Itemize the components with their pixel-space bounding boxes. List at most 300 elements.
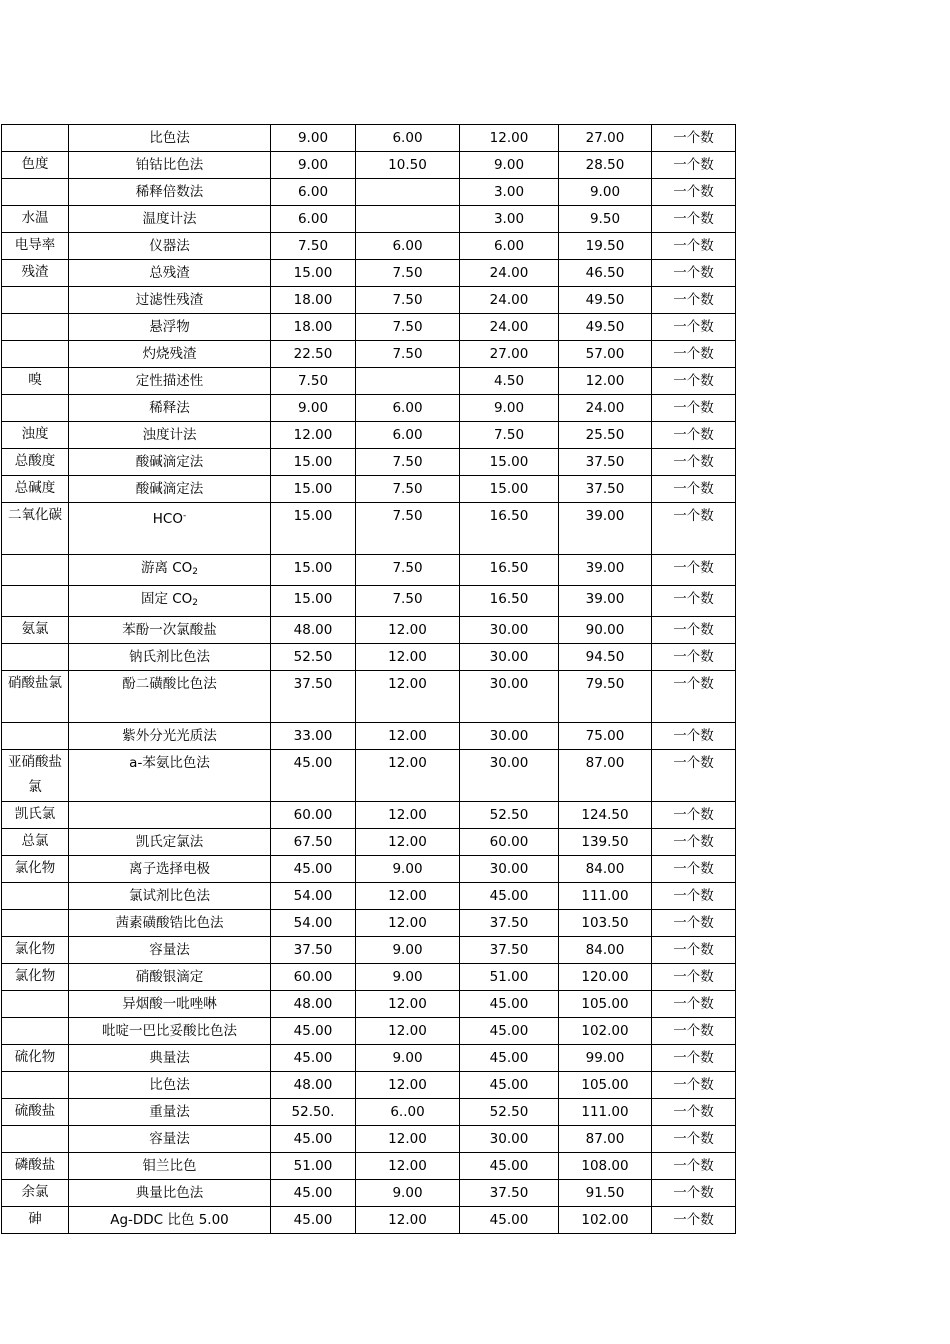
table-row xyxy=(2,341,736,368)
item-cell xyxy=(2,910,69,937)
method-cell: 比色法 xyxy=(69,1072,271,1099)
fee-cell-3: 60.00 xyxy=(460,829,559,856)
item-cell xyxy=(2,314,69,341)
item-cell: 残渣 xyxy=(2,260,69,287)
item-cell: 二氧化碳 xyxy=(2,503,69,555)
fee-cell-2: 7.50 xyxy=(356,503,460,555)
table-row xyxy=(2,617,736,644)
total-cell: 39.00 xyxy=(559,586,652,617)
table-row xyxy=(2,503,736,555)
table-row xyxy=(2,233,736,260)
method-cell: 钠氏剂比色法 xyxy=(69,644,271,671)
fee-cell-2: 7.50 xyxy=(356,341,460,368)
fee-cell-2: 9.00 xyxy=(356,964,460,991)
fee-cell-1: 45.00 xyxy=(271,1180,356,1207)
fee-cell-3: 45.00 xyxy=(460,1072,559,1099)
subscript: 2 xyxy=(192,598,199,608)
fee-cell-3: 9.00 xyxy=(460,395,559,422)
method-cell: 比色法 xyxy=(69,125,271,152)
method-cell: 重量法 xyxy=(69,1099,271,1126)
item-cell xyxy=(2,1072,69,1099)
table-row xyxy=(2,723,736,750)
table-row xyxy=(2,671,736,723)
fee-cell-3: 30.00 xyxy=(460,671,559,723)
fee-cell-1: 7.50 xyxy=(271,368,356,395)
fee-cell-2: 6.00 xyxy=(356,395,460,422)
fee-cell-3: 45.00 xyxy=(460,1045,559,1072)
fee-cell-1: 52.50. xyxy=(271,1099,356,1126)
item-cell xyxy=(2,179,69,206)
total-cell: 24.00 xyxy=(559,395,652,422)
fee-cell-1: 51.00 xyxy=(271,1153,356,1180)
total-cell: 94.50 xyxy=(559,644,652,671)
fee-cell-1: 45.00 xyxy=(271,750,356,802)
table-row xyxy=(2,314,736,341)
fee-cell-1: 45.00 xyxy=(271,1126,356,1153)
total-cell: 27.00 xyxy=(559,125,652,152)
method-text: 固定 CO xyxy=(140,591,193,607)
fee-cell-3: 16.50 xyxy=(460,555,559,586)
unit-cell: 一个数 xyxy=(652,125,736,152)
method-cell: 仪器法 xyxy=(69,233,271,260)
fee-cell-2 xyxy=(356,179,460,206)
fee-cell-3: 6.00 xyxy=(460,233,559,260)
fee-cell-1: 6.00 xyxy=(271,179,356,206)
fee-cell-3: 37.50 xyxy=(460,937,559,964)
method-cell: 典量法 xyxy=(69,1045,271,1072)
fee-cell-3: 15.00 xyxy=(460,476,559,503)
fee-cell-2: 7.50 xyxy=(356,287,460,314)
fee-cell-3: 37.50 xyxy=(460,910,559,937)
fee-cell-1: 15.00 xyxy=(271,503,356,555)
fee-cell-1: 15.00 xyxy=(271,260,356,287)
item-cell: 氯化物 xyxy=(2,937,69,964)
unit-cell: 一个数 xyxy=(652,1153,736,1180)
fee-cell-3: 45.00 xyxy=(460,1153,559,1180)
fee-cell-1: 18.00 xyxy=(271,287,356,314)
table-row xyxy=(2,422,736,449)
method-cell: 凯氏定氯法 xyxy=(69,829,271,856)
method-cell: 总残渣 xyxy=(69,260,271,287)
total-cell: 87.00 xyxy=(559,750,652,802)
fee-cell-2: 12.00 xyxy=(356,1018,460,1045)
total-cell: 25.50 xyxy=(559,422,652,449)
total-cell: 79.50 xyxy=(559,671,652,723)
total-cell: 139.50 xyxy=(559,829,652,856)
unit-cell: 一个数 xyxy=(652,341,736,368)
method-cell: 离子选择电极 xyxy=(69,856,271,883)
fee-cell-2: 7.50 xyxy=(356,555,460,586)
unit-cell: 一个数 xyxy=(652,314,736,341)
fee-cell-1: 15.00 xyxy=(271,476,356,503)
total-cell: 49.50 xyxy=(559,314,652,341)
item-cell xyxy=(2,125,69,152)
total-cell: 91.50 xyxy=(559,1180,652,1207)
item-cell xyxy=(2,1018,69,1045)
table-row xyxy=(2,125,736,152)
total-cell: 28.50 xyxy=(559,152,652,179)
fee-cell-2 xyxy=(356,368,460,395)
fee-cell-1: 9.00 xyxy=(271,125,356,152)
method-cell: 钼兰比色 xyxy=(69,1153,271,1180)
method-cell: 定性描述性 xyxy=(69,368,271,395)
fee-cell-1: 6.00 xyxy=(271,206,356,233)
fee-cell-1: 48.00 xyxy=(271,1072,356,1099)
total-cell: 9.00 xyxy=(559,179,652,206)
fee-cell-3: 24.00 xyxy=(460,287,559,314)
fee-cell-3: 30.00 xyxy=(460,644,559,671)
fee-cell-2: 12.00 xyxy=(356,1072,460,1099)
item-cell xyxy=(2,586,69,617)
method-cell: 酸碱滴定法 xyxy=(69,449,271,476)
total-cell: 99.00 xyxy=(559,1045,652,1072)
unit-cell: 一个数 xyxy=(652,829,736,856)
unit-cell: 一个数 xyxy=(652,368,736,395)
unit-cell: 一个数 xyxy=(652,1018,736,1045)
item-cell: 凯氏氯 xyxy=(2,802,69,829)
method-cell: 苯酚一次氯酸盐 xyxy=(69,617,271,644)
item-cell xyxy=(2,341,69,368)
table-row xyxy=(2,1018,736,1045)
item-cell: 电导率 xyxy=(2,233,69,260)
table-row xyxy=(2,856,736,883)
unit-cell: 一个数 xyxy=(652,287,736,314)
table-row xyxy=(2,829,736,856)
fee-cell-1: 54.00 xyxy=(271,910,356,937)
item-cell xyxy=(2,644,69,671)
method-cell: 铂钴比色法 xyxy=(69,152,271,179)
total-cell: 37.50 xyxy=(559,476,652,503)
method-cell: 浊度计法 xyxy=(69,422,271,449)
table-row xyxy=(2,1153,736,1180)
fee-cell-1: 45.00 xyxy=(271,1207,356,1234)
unit-cell: 一个数 xyxy=(652,883,736,910)
unit-cell: 一个数 xyxy=(652,179,736,206)
unit-cell: 一个数 xyxy=(652,802,736,829)
total-cell: 90.00 xyxy=(559,617,652,644)
item-cell: 水温 xyxy=(2,206,69,233)
item-cell: 氯化物 xyxy=(2,964,69,991)
fee-cell-1: 52.50 xyxy=(271,644,356,671)
fee-cell-1: 45.00 xyxy=(271,1045,356,1072)
fee-cell-1: 60.00 xyxy=(271,964,356,991)
item-cell: 硝酸盐氯 xyxy=(2,671,69,723)
fee-cell-3: 15.00 xyxy=(460,449,559,476)
fee-cell-3: 37.50 xyxy=(460,1180,559,1207)
fee-cell-3: 16.50 xyxy=(460,503,559,555)
method-cell xyxy=(69,503,271,555)
table-row xyxy=(2,1207,736,1234)
fee-cell-1: 37.50 xyxy=(271,671,356,723)
fee-cell-2: 12.00 xyxy=(356,829,460,856)
unit-cell: 一个数 xyxy=(652,152,736,179)
fee-cell-2: 12.00 xyxy=(356,802,460,829)
item-cell xyxy=(2,395,69,422)
unit-cell: 一个数 xyxy=(652,1072,736,1099)
fee-cell-2: 12.00 xyxy=(356,723,460,750)
unit-cell: 一个数 xyxy=(652,555,736,586)
unit-cell: 一个数 xyxy=(652,476,736,503)
fee-cell-1: 60.00 xyxy=(271,802,356,829)
fee-cell-2: 9.00 xyxy=(356,937,460,964)
table-row xyxy=(2,368,736,395)
fee-cell-2: 7.50 xyxy=(356,260,460,287)
total-cell: 105.00 xyxy=(559,991,652,1018)
fee-cell-2: 12.00 xyxy=(356,991,460,1018)
fee-cell-3: 30.00 xyxy=(460,1126,559,1153)
item-cell xyxy=(2,1126,69,1153)
item-cell: 硫化物 xyxy=(2,1045,69,1072)
method-cell: 酚二磺酸比色法 xyxy=(69,671,271,723)
total-cell: 46.50 xyxy=(559,260,652,287)
fee-cell-2: 12.00 xyxy=(356,910,460,937)
unit-cell: 一个数 xyxy=(652,937,736,964)
fee-cell-3: 12.00 xyxy=(460,125,559,152)
unit-cell: 一个数 xyxy=(652,671,736,723)
fee-table xyxy=(1,124,736,1234)
unit-cell: 一个数 xyxy=(652,644,736,671)
fee-cell-2: 12.00 xyxy=(356,617,460,644)
fee-cell-2: 9.00 xyxy=(356,1180,460,1207)
method-cell: 容量法 xyxy=(69,937,271,964)
item-cell: 色度 xyxy=(2,152,69,179)
unit-cell: 一个数 xyxy=(652,723,736,750)
method-text: 游离 CO xyxy=(140,560,193,576)
total-cell: 102.00 xyxy=(559,1018,652,1045)
fee-cell-1: 67.50 xyxy=(271,829,356,856)
fee-cell-3: 52.50 xyxy=(460,802,559,829)
unit-cell: 一个数 xyxy=(652,586,736,617)
table-row xyxy=(2,260,736,287)
unit-cell: 一个数 xyxy=(652,1045,736,1072)
item-cell: 总酸度 xyxy=(2,449,69,476)
fee-cell-1: 48.00 xyxy=(271,617,356,644)
unit-cell: 一个数 xyxy=(652,395,736,422)
method-cell: 硝酸银滴定 xyxy=(69,964,271,991)
unit-cell: 一个数 xyxy=(652,910,736,937)
fee-cell-3: 9.00 xyxy=(460,152,559,179)
method-cell: a-苯氨比色法 xyxy=(69,750,271,802)
total-cell: 19.50 xyxy=(559,233,652,260)
fee-cell-1: 48.00 xyxy=(271,991,356,1018)
total-cell: 12.00 xyxy=(559,368,652,395)
total-cell: 111.00 xyxy=(559,883,652,910)
item-cell xyxy=(2,723,69,750)
fee-cell-3: 45.00 xyxy=(460,1018,559,1045)
total-cell: 57.00 xyxy=(559,341,652,368)
fee-cell-1: 22.50 xyxy=(271,341,356,368)
unit-cell: 一个数 xyxy=(652,260,736,287)
method-cell: 过滤性残渣 xyxy=(69,287,271,314)
method-cell: 灼烧残渣 xyxy=(69,341,271,368)
unit-cell: 一个数 xyxy=(652,1207,736,1234)
table-row xyxy=(2,1126,736,1153)
method-cell: 吡啶一巴比妥酸比色法 xyxy=(69,1018,271,1045)
unit-cell: 一个数 xyxy=(652,1126,736,1153)
fee-cell-1: 7.50 xyxy=(271,233,356,260)
total-cell: 39.00 xyxy=(559,503,652,555)
subscript: 2 xyxy=(192,567,199,577)
unit-cell: 一个数 xyxy=(652,991,736,1018)
method-cell xyxy=(69,555,271,586)
total-cell: 87.00 xyxy=(559,1126,652,1153)
fee-cell-3: 24.00 xyxy=(460,314,559,341)
fee-cell-2: 7.50 xyxy=(356,449,460,476)
table-row xyxy=(2,964,736,991)
fee-cell-2: 7.50 xyxy=(356,476,460,503)
table-row xyxy=(2,287,736,314)
fee-cell-3: 27.00 xyxy=(460,341,559,368)
fee-cell-2: 6.00 xyxy=(356,125,460,152)
total-cell: 111.00 xyxy=(559,1099,652,1126)
total-cell: 103.50 xyxy=(559,910,652,937)
fee-cell-2: 12.00 xyxy=(356,1126,460,1153)
total-cell: 49.50 xyxy=(559,287,652,314)
method-cell xyxy=(69,586,271,617)
fee-cell-3: 30.00 xyxy=(460,856,559,883)
table-row xyxy=(2,644,736,671)
item-cell: 浊度 xyxy=(2,422,69,449)
item-cell: 氨氯 xyxy=(2,617,69,644)
fee-cell-1: 45.00 xyxy=(271,856,356,883)
total-cell: 124.50 xyxy=(559,802,652,829)
item-cell xyxy=(2,287,69,314)
fee-cell-3: 3.00 xyxy=(460,179,559,206)
table-body xyxy=(2,125,736,1234)
table-row xyxy=(2,449,736,476)
fee-cell-2: 12.00 xyxy=(356,1153,460,1180)
fee-cell-1: 15.00 xyxy=(271,555,356,586)
table-row xyxy=(2,910,736,937)
item-cell: 嗅 xyxy=(2,368,69,395)
total-cell: 75.00 xyxy=(559,723,652,750)
fee-cell-2: 7.50 xyxy=(356,314,460,341)
unit-cell: 一个数 xyxy=(652,206,736,233)
table-row xyxy=(2,179,736,206)
unit-cell: 一个数 xyxy=(652,750,736,802)
method-cell: 酸碱滴定法 xyxy=(69,476,271,503)
total-cell: 102.00 xyxy=(559,1207,652,1234)
fee-cell-2: 9.00 xyxy=(356,856,460,883)
fee-cell-3: 7.50 xyxy=(460,422,559,449)
superscript: - xyxy=(182,511,187,521)
fee-cell-1: 15.00 xyxy=(271,449,356,476)
fee-cell-1: 18.00 xyxy=(271,314,356,341)
method-cell: 温度计法 xyxy=(69,206,271,233)
total-cell: 9.50 xyxy=(559,206,652,233)
fee-cell-2: 12.00 xyxy=(356,1207,460,1234)
method-cell: Ag-DDC 比色 5.00 xyxy=(69,1207,271,1234)
table-row xyxy=(2,1045,736,1072)
total-cell: 84.00 xyxy=(559,937,652,964)
fee-cell-2: 12.00 xyxy=(356,644,460,671)
table-row xyxy=(2,476,736,503)
table-row xyxy=(2,937,736,964)
fee-cell-2: 6.00 xyxy=(356,422,460,449)
table-row xyxy=(2,555,736,586)
fee-cell-1: 54.00 xyxy=(271,883,356,910)
fee-cell-1: 12.00 xyxy=(271,422,356,449)
total-cell: 108.00 xyxy=(559,1153,652,1180)
method-cell: 典量比色法 xyxy=(69,1180,271,1207)
fee-cell-3: 52.50 xyxy=(460,1099,559,1126)
fee-cell-2: 9.00 xyxy=(356,1045,460,1072)
fee-cell-2 xyxy=(356,206,460,233)
total-cell: 39.00 xyxy=(559,555,652,586)
fee-cell-2: 12.00 xyxy=(356,671,460,723)
item-cell: 亚硝酸盐氯 xyxy=(2,750,69,802)
table-row xyxy=(2,1180,736,1207)
fee-cell-3: 16.50 xyxy=(460,586,559,617)
item-cell: 总碱度 xyxy=(2,476,69,503)
fee-cell-2: 6..00 xyxy=(356,1099,460,1126)
unit-cell: 一个数 xyxy=(652,503,736,555)
method-cell: 稀释法 xyxy=(69,395,271,422)
fee-cell-1: 45.00 xyxy=(271,1018,356,1045)
item-cell: 氯化物 xyxy=(2,856,69,883)
total-cell: 120.00 xyxy=(559,964,652,991)
fee-cell-3: 4.50 xyxy=(460,368,559,395)
item-cell xyxy=(2,555,69,586)
table-row xyxy=(2,1072,736,1099)
fee-cell-3: 51.00 xyxy=(460,964,559,991)
item-cell: 磷酸盐 xyxy=(2,1153,69,1180)
unit-cell: 一个数 xyxy=(652,1180,736,1207)
fee-cell-2: 12.00 xyxy=(356,750,460,802)
table-row xyxy=(2,586,736,617)
table-row xyxy=(2,395,736,422)
unit-cell: 一个数 xyxy=(652,964,736,991)
unit-cell: 一个数 xyxy=(652,856,736,883)
total-cell: 84.00 xyxy=(559,856,652,883)
fee-cell-2: 12.00 xyxy=(356,883,460,910)
fee-cell-2: 7.50 xyxy=(356,586,460,617)
fee-cell-3: 3.00 xyxy=(460,206,559,233)
fee-cell-2: 6.00 xyxy=(356,233,460,260)
table-row xyxy=(2,152,736,179)
item-cell xyxy=(2,883,69,910)
unit-cell: 一个数 xyxy=(652,617,736,644)
item-cell xyxy=(2,991,69,1018)
total-cell: 37.50 xyxy=(559,449,652,476)
unit-cell: 一个数 xyxy=(652,449,736,476)
method-cell: 异烟酸一吡唑啉 xyxy=(69,991,271,1018)
item-cell: 硫酸盐 xyxy=(2,1099,69,1126)
total-cell: 105.00 xyxy=(559,1072,652,1099)
table-row xyxy=(2,883,736,910)
unit-cell: 一个数 xyxy=(652,1099,736,1126)
unit-cell: 一个数 xyxy=(652,233,736,260)
fee-cell-3: 30.00 xyxy=(460,617,559,644)
fee-cell-3: 45.00 xyxy=(460,1207,559,1234)
fee-cell-3: 24.00 xyxy=(460,260,559,287)
method-cell: 悬浮物 xyxy=(69,314,271,341)
fee-cell-2: 10.50 xyxy=(356,152,460,179)
fee-cell-1: 9.00 xyxy=(271,395,356,422)
table-row xyxy=(2,206,736,233)
fee-cell-3: 30.00 xyxy=(460,723,559,750)
method-cell xyxy=(69,802,271,829)
fee-cell-1: 37.50 xyxy=(271,937,356,964)
table-row xyxy=(2,802,736,829)
item-cell: 总氯 xyxy=(2,829,69,856)
method-cell: 容量法 xyxy=(69,1126,271,1153)
table-row xyxy=(2,1099,736,1126)
unit-cell: 一个数 xyxy=(652,422,736,449)
fee-cell-1: 33.00 xyxy=(271,723,356,750)
item-cell: 砷 xyxy=(2,1207,69,1234)
method-cell: 茜素磺酸锆比色法 xyxy=(69,910,271,937)
